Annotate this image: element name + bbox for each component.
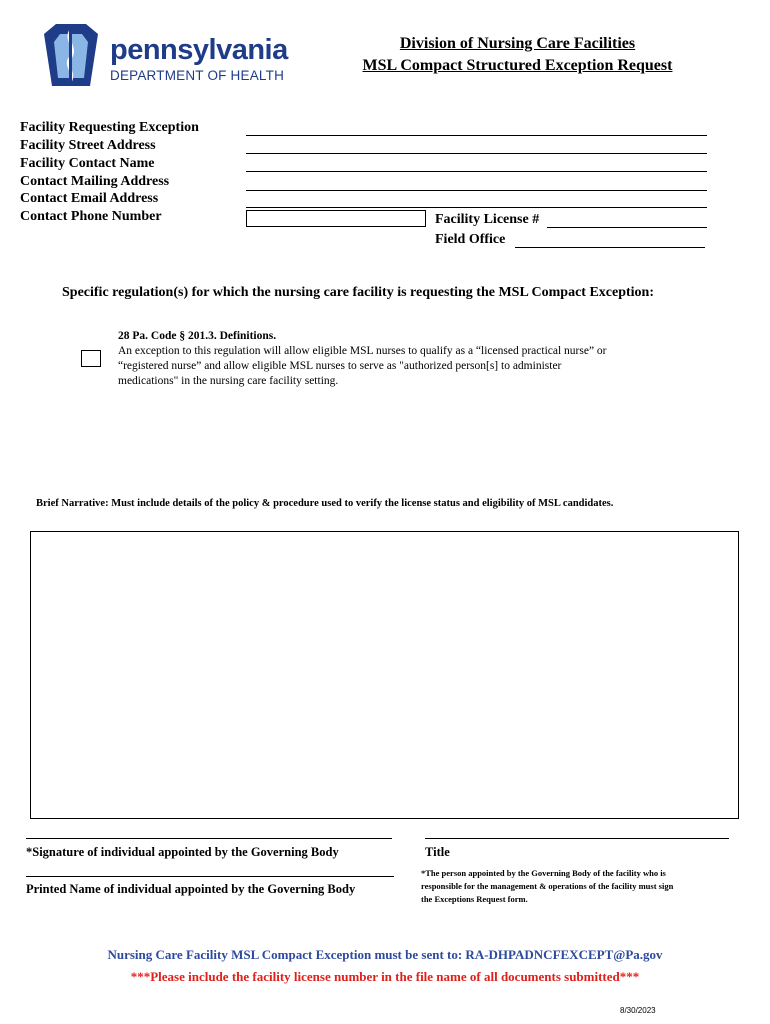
regulation-title: 28 Pa. Code § 201.3. Definitions.: [118, 330, 277, 342]
label-contact-email-address: Contact Email Address: [20, 191, 159, 206]
logo-wordmark: pennsylvania: [110, 34, 288, 66]
label-facility-street-address: Facility Street Address: [20, 138, 156, 153]
header-form-title: MSL Compact Structured Exception Request: [362, 57, 673, 74]
facility-license-field[interactable]: [547, 227, 707, 228]
signature-note-line1: *The person appointed by the Governing Body of the facility who is: [421, 868, 666, 878]
label-facility-license: Facility License #: [435, 212, 540, 227]
regulation-201-3-checkbox[interactable]: [81, 350, 101, 367]
contact-email-address-field[interactable]: [246, 207, 707, 208]
pa-doh-logo: [40, 20, 310, 90]
printed-name-label: Printed Name of individual appointed by the Governing Body: [26, 882, 356, 896]
label-contact-mailing-address: Contact Mailing Address: [20, 174, 170, 189]
contact-mailing-address-field[interactable]: [246, 190, 707, 191]
form-date: 8/30/2023: [620, 1006, 656, 1015]
field-office-field[interactable]: [515, 247, 705, 248]
printed-name-field[interactable]: [26, 876, 394, 877]
label-contact-phone-number: Contact Phone Number: [20, 209, 162, 224]
regulation-desc-line1: An exception to this regulation will allow eligible MSL nurses to qualify as a “licensed practical nurse” or: [118, 345, 607, 357]
signature-label: *Signature of individual appointed by the Governing Body: [26, 845, 339, 859]
signature-field[interactable]: [26, 838, 392, 839]
title-field[interactable]: [425, 838, 729, 839]
title-label: Title: [425, 845, 450, 859]
facility-contact-name-field[interactable]: [246, 171, 707, 172]
logo-department: DEPARTMENT OF HEALTH: [110, 68, 285, 83]
narrative-textarea[interactable]: [30, 531, 739, 819]
label-facility-contact-name: Facility Contact Name: [20, 156, 155, 171]
signature-note-line2: responsible for the management & operations of the facility must sign: [421, 881, 674, 891]
contact-phone-number-field[interactable]: [246, 210, 426, 227]
signature-note-line3: the Exceptions Request form.: [421, 894, 528, 904]
label-facility-requesting-exception: Facility Requesting Exception: [20, 120, 199, 135]
regulation-desc-line3: medications" in the nursing care facility setting.: [118, 375, 339, 387]
facility-requesting-exception-field[interactable]: [246, 135, 707, 136]
regulation-desc-line2: “registered nurse” and allow eligible MSL nurses to serve as "authorized person[s] to administer: [118, 360, 562, 372]
facility-street-address-field[interactable]: [246, 153, 707, 154]
footer-send-to: Nursing Care Facility MSL Compact Exception must be sent to: RA-DHPADNCFEXCEPT@Pa.gov: [107, 947, 663, 962]
keystone-logo-icon: [40, 20, 102, 90]
label-field-office: Field Office: [435, 232, 506, 247]
narrative-label: Brief Narrative: Must include details of the policy & procedure used to verify the license status and eligibility of MSL candidates.: [36, 498, 614, 509]
footer-note: ***Please include the facility license number in the file name of all documents submitted***: [130, 969, 640, 984]
header-division: Division of Nursing Care Facilities: [399, 35, 636, 52]
regulations-prompt: Specific regulation(s) for which the nursing care facility is requesting the MSL Compact Exception:: [62, 285, 654, 300]
